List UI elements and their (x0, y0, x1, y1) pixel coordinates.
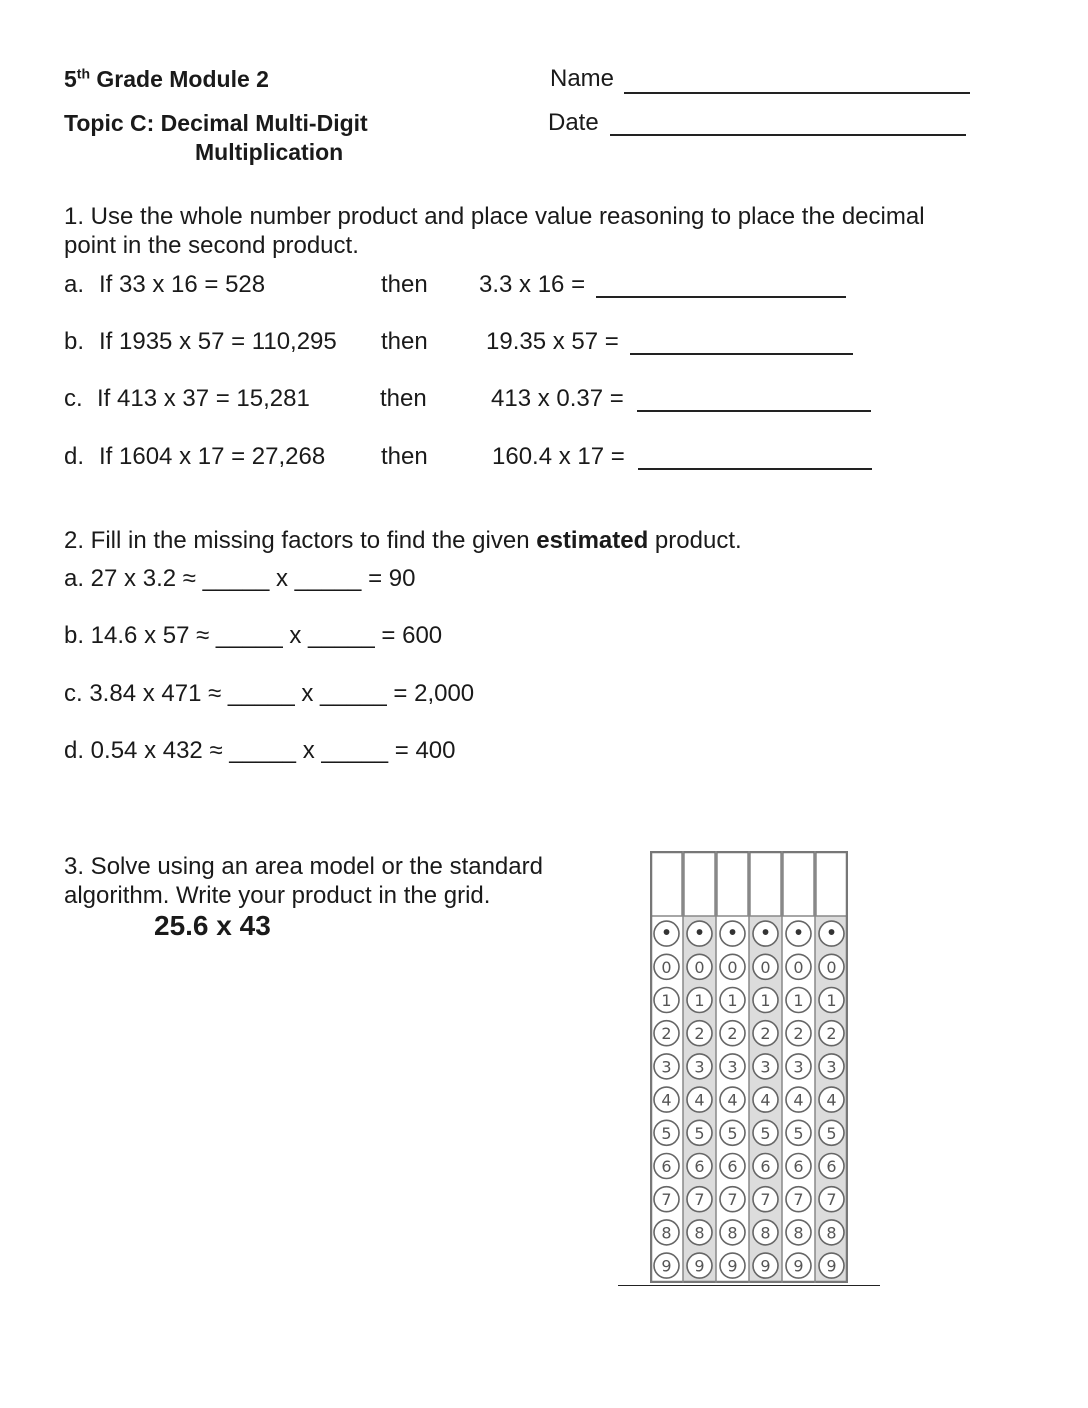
then-word: then (381, 271, 428, 298)
digit-label: 5 (694, 1123, 705, 1143)
digit-label: 7 (826, 1190, 837, 1210)
digit-label: 1 (727, 991, 738, 1010)
digit-label: 2 (694, 1024, 705, 1044)
digit-label: 8 (793, 1223, 804, 1243)
digit-label: 4 (694, 1090, 705, 1110)
find-expression: 19.35 x 57 = (486, 328, 619, 355)
digit-label: 6 (793, 1157, 804, 1176)
digit-label: 0 (793, 957, 804, 977)
digit-label: 1 (760, 991, 771, 1010)
grid-write-box[interactable] (750, 852, 781, 916)
digit-label: 9 (661, 1256, 672, 1276)
decimal-point-label: • (726, 920, 739, 945)
answer-grid-svg[interactable] (650, 851, 848, 1283)
q3-prompt-line2: algorithm. Write your product in the grid. (64, 882, 491, 909)
decimal-point-label: • (792, 920, 805, 945)
digit-label: 7 (694, 1190, 705, 1210)
answer-grid[interactable] (650, 851, 848, 1283)
digit-label: 4 (793, 1090, 804, 1110)
digit-label: 6 (760, 1157, 771, 1176)
digit-label: 9 (793, 1256, 804, 1276)
digit-label: 0 (727, 957, 738, 977)
digit-label: 3 (826, 1057, 837, 1077)
digit-label: 9 (727, 1256, 738, 1276)
digit-label: 2 (661, 1024, 672, 1044)
digit-label: 9 (694, 1256, 705, 1276)
digit-label: 4 (760, 1090, 771, 1110)
digit-label: 6 (727, 1157, 738, 1176)
grid-write-box[interactable] (816, 852, 847, 916)
grid-write-box[interactable] (651, 852, 682, 916)
find-expression: 413 x 0.37 = (491, 385, 624, 412)
digit-label: 8 (694, 1223, 705, 1243)
digit-label: 8 (661, 1223, 672, 1243)
q1-prompt: 1. Use the whole number product and place value reasoning to place the decimal (64, 203, 925, 230)
module-title: 5th Grade Module 2 (64, 65, 269, 92)
digit-label: 6 (661, 1157, 672, 1176)
grid-write-box[interactable] (783, 852, 814, 916)
find-expression: 3.3 x 16 = (479, 271, 586, 298)
digit-label: 7 (727, 1190, 738, 1210)
digit-label: 6 (826, 1157, 837, 1176)
item-letter: b. (64, 328, 85, 355)
digit-label: 7 (760, 1190, 771, 1210)
digit-label: 2 (727, 1024, 738, 1044)
digit-label: 3 (694, 1057, 705, 1077)
digit-label: 1 (661, 991, 672, 1010)
find-expression: 160.4 x 17 = (492, 443, 625, 470)
digit-label: 2 (826, 1024, 837, 1044)
q2-prompt: 2. Fill in the missing factors to find the given estimated product. (64, 527, 742, 554)
digit-label: 5 (661, 1123, 672, 1143)
then-word: then (381, 443, 428, 470)
digit-label: 8 (727, 1223, 738, 1243)
q3-problem: 25.6 x 43 (154, 910, 271, 941)
digit-label: 4 (661, 1090, 672, 1110)
q2-item-c[interactable]: c. 3.84 x 471 ≈ _____ x _____ = 2,000 (64, 680, 475, 707)
digit-label: 8 (760, 1223, 771, 1243)
digit-label: 2 (760, 1024, 771, 1044)
digit-label: 0 (760, 957, 771, 977)
digit-label: 7 (793, 1190, 804, 1210)
name-label: Name (550, 65, 615, 92)
decimal-point-label: • (693, 920, 706, 945)
then-word: then (381, 328, 428, 355)
decimal-point-label: • (660, 920, 673, 945)
q1-prompt-line2: point in the second product. (64, 232, 359, 259)
digit-label: 0 (826, 957, 837, 977)
topic-title-line2: Multiplication (195, 139, 344, 165)
q3-prompt: 3. Solve using an area model or the standard (64, 853, 543, 880)
date-field-line[interactable] (610, 134, 966, 136)
decimal-point-label: • (825, 920, 838, 945)
item-letter: a. (64, 271, 85, 298)
digit-label: 0 (661, 957, 672, 977)
digit-label: 5 (826, 1123, 837, 1143)
digit-label: 6 (694, 1157, 705, 1176)
answer-line[interactable] (596, 296, 846, 298)
answer-line[interactable] (638, 468, 872, 470)
digit-label: 1 (793, 991, 804, 1010)
name-field-line[interactable] (624, 92, 970, 94)
digit-label: 3 (793, 1057, 804, 1077)
q2-item-b[interactable]: b. 14.6 x 57 ≈ _____ x _____ = 600 (64, 622, 443, 649)
decimal-point-label: • (759, 920, 772, 945)
q2-item-d[interactable]: d. 0.54 x 432 ≈ _____ x _____ = 400 (64, 737, 456, 764)
digit-label: 9 (826, 1256, 837, 1276)
given-equation: If 33 x 16 = 528 (99, 271, 266, 298)
digit-label: 5 (760, 1123, 771, 1143)
given-equation: If 1935 x 57 = 110,295 (99, 328, 337, 355)
digit-label: 8 (826, 1223, 837, 1243)
digit-label: 2 (793, 1024, 804, 1044)
answer-line[interactable] (637, 410, 871, 412)
date-label: Date (548, 109, 599, 136)
grid-write-box[interactable] (717, 852, 748, 916)
digit-label: 5 (727, 1123, 738, 1143)
given-equation: If 1604 x 17 = 27,268 (99, 443, 326, 470)
digit-label: 3 (727, 1057, 738, 1077)
digit-label: 9 (760, 1256, 771, 1276)
digit-label: 4 (826, 1090, 837, 1110)
q2-item-a[interactable]: a. 27 x 3.2 ≈ _____ x _____ = 90 (64, 565, 416, 592)
digit-label: 1 (694, 991, 705, 1010)
digit-label: 3 (661, 1057, 672, 1077)
item-letter: c. (64, 385, 83, 412)
digit-label: 7 (661, 1190, 672, 1210)
digit-label: 1 (826, 991, 837, 1010)
topic-title: Topic C: Decimal Multi-Digit (64, 110, 368, 136)
grid-baseline (618, 1285, 880, 1286)
item-letter: d. (64, 443, 85, 470)
digit-label: 3 (760, 1057, 771, 1077)
then-word: then (380, 385, 427, 412)
grid-write-box[interactable] (684, 852, 715, 916)
given-equation: If 413 x 37 = 15,281 (97, 385, 310, 412)
digit-label: 4 (727, 1090, 738, 1110)
digit-label: 0 (694, 957, 705, 977)
digit-label: 5 (793, 1123, 804, 1143)
answer-line[interactable] (630, 353, 853, 355)
